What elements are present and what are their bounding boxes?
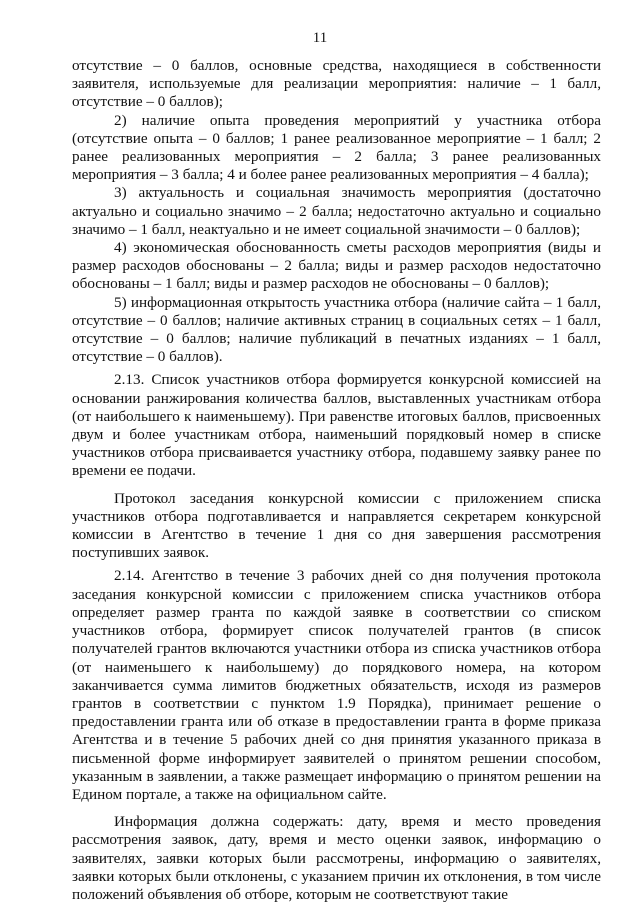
paragraph-section-2-13: 2.13. Список участников отбора формируется конкурсной комиссией на основании ранжирования количества баллов, выставленных участникам отбора (от наибольшего к наименьшему). При равенстве итоговых баллов, присвоенных двум и более участникам отбора, наименьший порядковый номер в списке участников отбора присваивается участнику отбора, подавшему заявку ранее по времени ее подачи. <box>72 371 601 480</box>
paragraph-criterion-2: 2) наличие опыта проведения мероприятий у участника отбора (отсутствие опыта – 0 баллов; 1 ранее реализованное мероприятие – 1 балл; 2 ранее реализованных мероприятия – 2 балла; 3 ранее реализованных мероприятия – 3 балла; 4 и более ранее реализованных мероприятия – 4 балла); <box>72 111 601 184</box>
paragraph-section-2-14: 2.14. Агентство в течение 3 рабочих дней со дня получения протокола заседания конкурсной комиссии с приложением списка участников отбора определяет размер гранта по каждой заявке в соответствии со списком участников отбора, формирует список получателей грантов (в список получателей грантов включаются участники отбора из списка участников отбора (от наименьшего к наибольшему) до порядкового номера, на котором заканчивается сумма лимитов бюджетных обязательств, исходя из размеров грантов в соответствии с пунктом 1.9 Порядка), принимает решение о предоставлении гранта или об отказе в предоставлении гранта в форме приказа Агентства и в течение 5 рабочих дней со дня принятия указанного приказа в письменной форме информирует заявителей о принятом решении способом, указанным в заявлении, а также размещает информацию о принятом решении на Едином портале, а также на официальном сайте. <box>72 567 601 803</box>
document-body <box>72 57 601 904</box>
paragraph-criterion-4: 4) экономическая обоснованность сметы расходов мероприятия (виды и размер расходов обоснованы – 2 балла; виды и размер расходов недостаточно обоснованы – 1 балл; виды и размер расходов не обоснованы – 0 баллов); <box>72 239 601 293</box>
page-number: 11 <box>312 30 328 46</box>
paragraph-criterion-3: 3) актуальность и социальная значимость мероприятия (достаточно актуально и социально значимо – 2 балла; недостаточно актуально и социально значимо – 1 балл, неактуально и не имеет социальной значимости – 0 баллов); <box>72 184 601 238</box>
paragraph-protocol: Протокол заседания конкурсной комиссии с приложением списка участников отбора подготавливается и направляется секретарем конкурсной комиссии в Агентство в течение 1 дня со дня завершения рассмотрения поступивших заявок. <box>72 489 601 562</box>
paragraph-continuation: отсутствие – 0 баллов, основные средства, находящиеся в собственности заявителя, используемые для реализации мероприятия: наличие – 1 балл, отсутствие – 0 баллов); <box>72 57 601 111</box>
paragraph-criterion-5: 5) информационная открытость участника отбора (наличие сайта – 1 балл, отсутствие – 0 баллов; наличие активных страниц в социальных сетях – 1 балл, отсутствие – 0 баллов; наличие публикаций в печатных изданиях – 1 балл, отсутствие – 0 баллов). <box>72 293 601 366</box>
paragraph-information: Информация должна содержать: дату, время и место проведения рассмотрения заявок, дату, время и место оценки заявок, информацию о заявителях, заявки которых были рассмотрены, информацию о заявителях, заявки которых были отклонены, с указанием причин их отклонения, в том числе положений объявления об отборе, которым не соответствуют такие <box>72 813 601 903</box>
